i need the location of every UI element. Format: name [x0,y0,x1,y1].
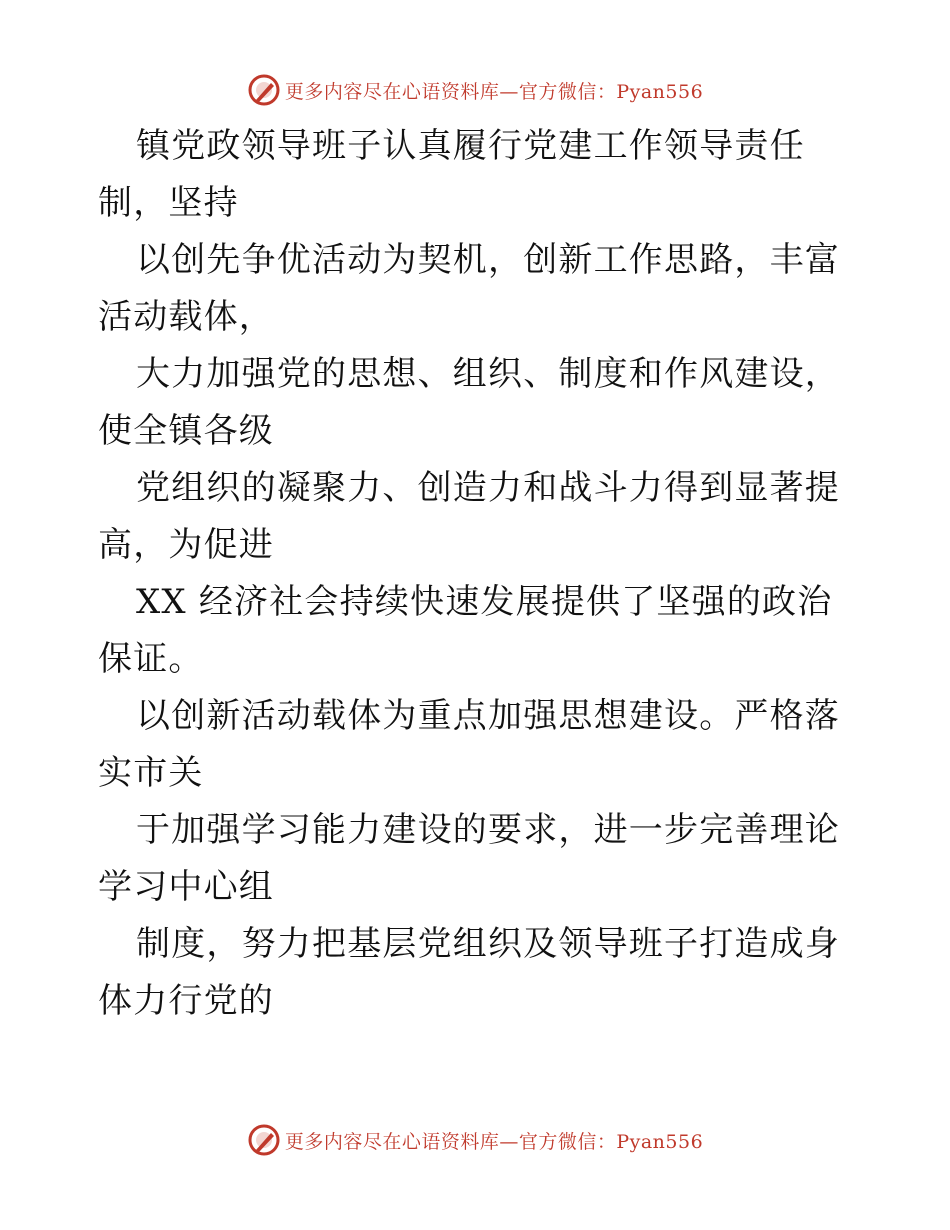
header-banner-text: 更多内容尽在心语资料库—官方微信：Pyan556 [284,80,704,103]
paragraph: 于加强学习能力建设的要求，进一步完善理论学习中心组 [98,810,840,907]
header-banner [0,70,950,110]
pen-logo-icon [247,1123,281,1157]
document-body [98,118,858,1030]
paragraph: 党组织的凝聚力、创造力和战斗力得到显著提高，为促进 [98,468,840,565]
paragraph: 以创新活动载体为重点加强思想建设。严格落实市关 [98,696,840,793]
pen-logo-icon [247,73,281,107]
footer-banner [0,1120,950,1160]
paragraph: 大力加强党的思想、组织、制度和作风建设，使全镇各级 [98,354,840,451]
paragraph: XX 经济社会持续快速发展提供了坚强的政治保证。 [98,582,833,679]
paragraph: 以创先争优活动为契机，创新工作思路，丰富活动载体， [98,240,840,337]
footer-banner-text: 更多内容尽在心语资料库—官方微信：Pyan556 [284,1130,704,1153]
paragraph: 镇党政领导班子认真履行党建工作领导责任制，坚持 [98,126,805,223]
paragraph: 制度，努力把基层党组织及领导班子打造成身体力行党的 [98,924,840,1021]
